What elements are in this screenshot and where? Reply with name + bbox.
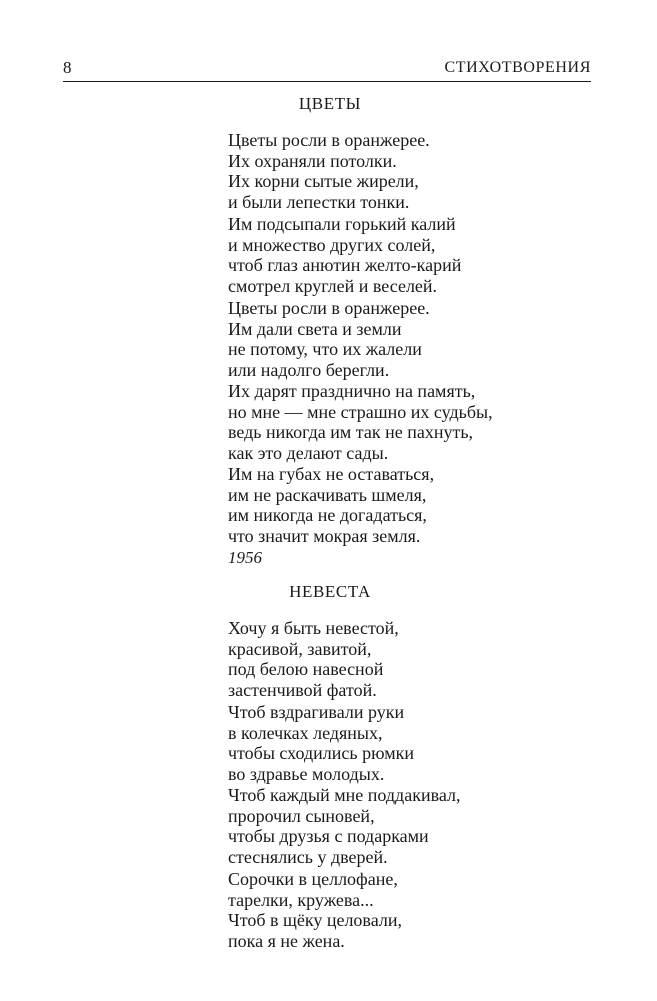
verse-line: стеснялись у дверей. xyxy=(228,846,388,867)
verse-line: не потому, что их жалели xyxy=(228,339,422,359)
running-head xyxy=(63,58,591,82)
verse-line: Чтоб в щёку целовали, xyxy=(228,910,402,930)
stanza xyxy=(228,869,402,951)
verse-line: ведь никогда им так не пахнуть, xyxy=(228,422,474,442)
verse-line: Чтоб вздрагивали руки xyxy=(228,702,405,722)
running-title: СТИХОТВОРЕНИЯ xyxy=(444,59,591,76)
stanza xyxy=(228,464,434,546)
stanza xyxy=(228,785,460,867)
verse-line: чтоб глаз анютин желто-карий xyxy=(228,255,462,275)
verse-line: им никогда не догадаться, xyxy=(228,505,427,525)
page-number: 8 xyxy=(63,58,72,77)
verse-line: Им подсыпали горький калий xyxy=(228,214,456,234)
verse-line: как это делают сады. xyxy=(228,442,389,463)
verse-line: чтобы сходились рюмки xyxy=(228,743,415,763)
verse-line: и были лепестки тонки. xyxy=(228,191,410,212)
verse-line: в колечках ледяных, xyxy=(228,722,383,743)
verse-line: пророчил сыновей, xyxy=(228,805,375,826)
stanza xyxy=(228,130,430,212)
verse-line: Хочу я быть невестой, xyxy=(228,618,399,638)
stanza xyxy=(228,381,493,463)
verse-line: им не раскачивать шмеля, xyxy=(228,484,427,505)
verse-line: Чтоб каждый мне поддакивал, xyxy=(228,785,461,805)
verse-line: но мне — мне страшно их судьбы, xyxy=(228,401,493,422)
verse-line: Цветы росли в оранжерее. xyxy=(228,298,430,318)
header-rule xyxy=(63,81,591,82)
verse-line: тарелки, кружева... xyxy=(228,889,374,910)
verse-line: красивой, завитой, xyxy=(228,638,372,659)
verse-line: застенчивой фатой. xyxy=(228,679,377,700)
verse-line: или надолго берегли. xyxy=(228,359,390,380)
verse-line: Их корни сытые жирели, xyxy=(228,171,419,191)
verse-line: Им на губах не оставаться, xyxy=(228,464,435,484)
poem-title: НЕВЕСТА xyxy=(289,582,371,601)
verse-line: Их дарят празднично на память, xyxy=(228,381,476,401)
verse-line: Им дали света и земли xyxy=(228,318,402,339)
verse-line: Сорочки в целлофане, xyxy=(228,869,398,889)
stanza xyxy=(228,618,399,700)
verse-line: пока я не жена. xyxy=(228,930,345,951)
verse-line: что значит мокрая земля. xyxy=(228,525,421,546)
stanza xyxy=(228,214,461,296)
verse-line: под белою навесной xyxy=(228,659,384,679)
verse-line: смотрел круглей и веселей. xyxy=(228,275,438,296)
verse-line: во здравье молодых. xyxy=(228,763,385,784)
verse-line: чтобы друзья с подарками xyxy=(228,826,429,846)
verse-line: Их охраняли потолки. xyxy=(228,150,397,171)
verse-line: и множество других солей, xyxy=(228,234,436,255)
stanza xyxy=(228,298,430,380)
stanza xyxy=(228,702,414,784)
poem-date: 1956 xyxy=(228,548,262,567)
poem-title: ЦВЕТЫ xyxy=(298,94,362,113)
verse-line: Цветы росли в оранжерее. xyxy=(228,130,430,150)
